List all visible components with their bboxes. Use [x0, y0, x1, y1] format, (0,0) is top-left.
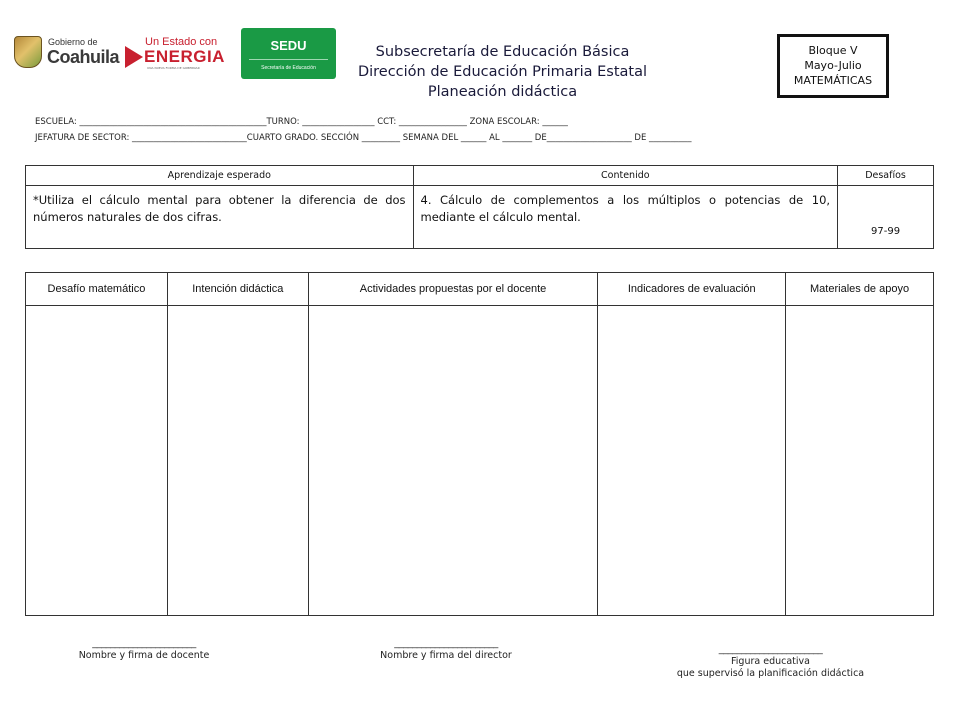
materiales-cell[interactable]	[786, 306, 934, 616]
intencion-didactica-cell[interactable]	[167, 306, 308, 616]
planning-table	[25, 272, 934, 616]
signature-line: _______________________	[394, 638, 498, 649]
sedu-logo-name: SEDU	[270, 38, 307, 53]
header-contenido: Contenido	[413, 166, 838, 186]
header-aprendizaje: Aprendizaje esperado	[26, 166, 414, 186]
header-desafios: Desafíos	[838, 166, 934, 186]
sedu-logo-subtitle: Secretaría de Educación	[261, 65, 316, 71]
energia-logo-name: ENERGIA	[144, 47, 225, 66]
signature-figura-label-2: que supervisó la planificación didáctica	[676, 668, 865, 679]
desafio-matematico-cell[interactable]	[26, 306, 168, 616]
coahuila-logo	[14, 34, 120, 70]
signature-line: _______________________	[718, 644, 823, 655]
energia-logo-tagline: UNA NUEVA FORMA DE GOBERNAR	[147, 66, 200, 70]
learning-table-header	[26, 166, 934, 186]
header-line-1: Subsecretaría de Educación Básica	[375, 44, 630, 60]
learning-table	[25, 165, 934, 249]
energia-logo	[125, 36, 225, 72]
bloque-line-1: Bloque V	[808, 44, 858, 57]
coahuila-shield-icon	[14, 36, 42, 68]
signature-docente-label: Nombre y firma de docente	[78, 650, 210, 661]
bloque-box	[777, 34, 889, 98]
header-line-3: Planeación didáctica	[427, 84, 578, 100]
desafios-cell: 97-99	[838, 186, 934, 249]
header-materiales: Materiales de apoyo	[786, 273, 934, 306]
actividades-cell[interactable]	[308, 306, 598, 616]
bloque-line-2: Mayo-Julio	[804, 59, 862, 72]
signature-docente	[64, 638, 224, 662]
contenido-cell: 4. Cálculo de complementos a los múltiplos o potencias de 10, mediante el cálculo mental.	[413, 186, 838, 249]
sedu-logo	[241, 28, 336, 79]
header-indicadores: Indicadores de evaluación	[598, 273, 786, 306]
energia-arrow-icon	[125, 46, 143, 68]
learning-table-row	[26, 186, 934, 249]
sector-info-line: JEFATURA DE SECTOR: ___________________________CUARTO GRADO. SECCIÓN _________ SEMANA DEL ______ AL _______ DE____________________ DE __________	[35, 133, 692, 143]
signature-figura-educativa	[663, 644, 878, 680]
signature-director	[366, 638, 526, 662]
planning-table-header	[26, 273, 934, 306]
coahuila-logo-name: Coahuila	[47, 47, 120, 67]
aprendizaje-cell: *Utiliza el cálculo mental para obtener la diferencia de dos números naturales de dos cifras.	[26, 186, 414, 249]
header-actividades: Actividades propuestas por el docente	[308, 273, 598, 306]
header-desafio-matematico: Desafío matemático	[26, 273, 168, 306]
signature-line: _______________________	[92, 638, 196, 649]
indicadores-cell[interactable]	[598, 306, 786, 616]
coahuila-logo-top: Gobierno de	[48, 37, 98, 47]
signature-figura-label-1: Figura educativa	[731, 656, 810, 667]
school-info-line: ESCUELA: ____________________________________________TURNO: _________________ CCT: ________________ ZONA ESCOLAR: ______	[35, 117, 568, 127]
header-titles	[345, 42, 660, 102]
header-intencion-didactica: Intención didáctica	[167, 273, 308, 306]
signature-director-label: Nombre y firma del director	[380, 650, 512, 661]
energia-logo-top: Un Estado con	[145, 36, 218, 48]
sedu-logo-divider	[249, 59, 328, 60]
bloque-line-3: MATEMÁTICAS	[793, 74, 873, 87]
header-line-2: Dirección de Educación Primaria Estatal	[357, 64, 648, 80]
planning-table-row	[26, 306, 934, 616]
